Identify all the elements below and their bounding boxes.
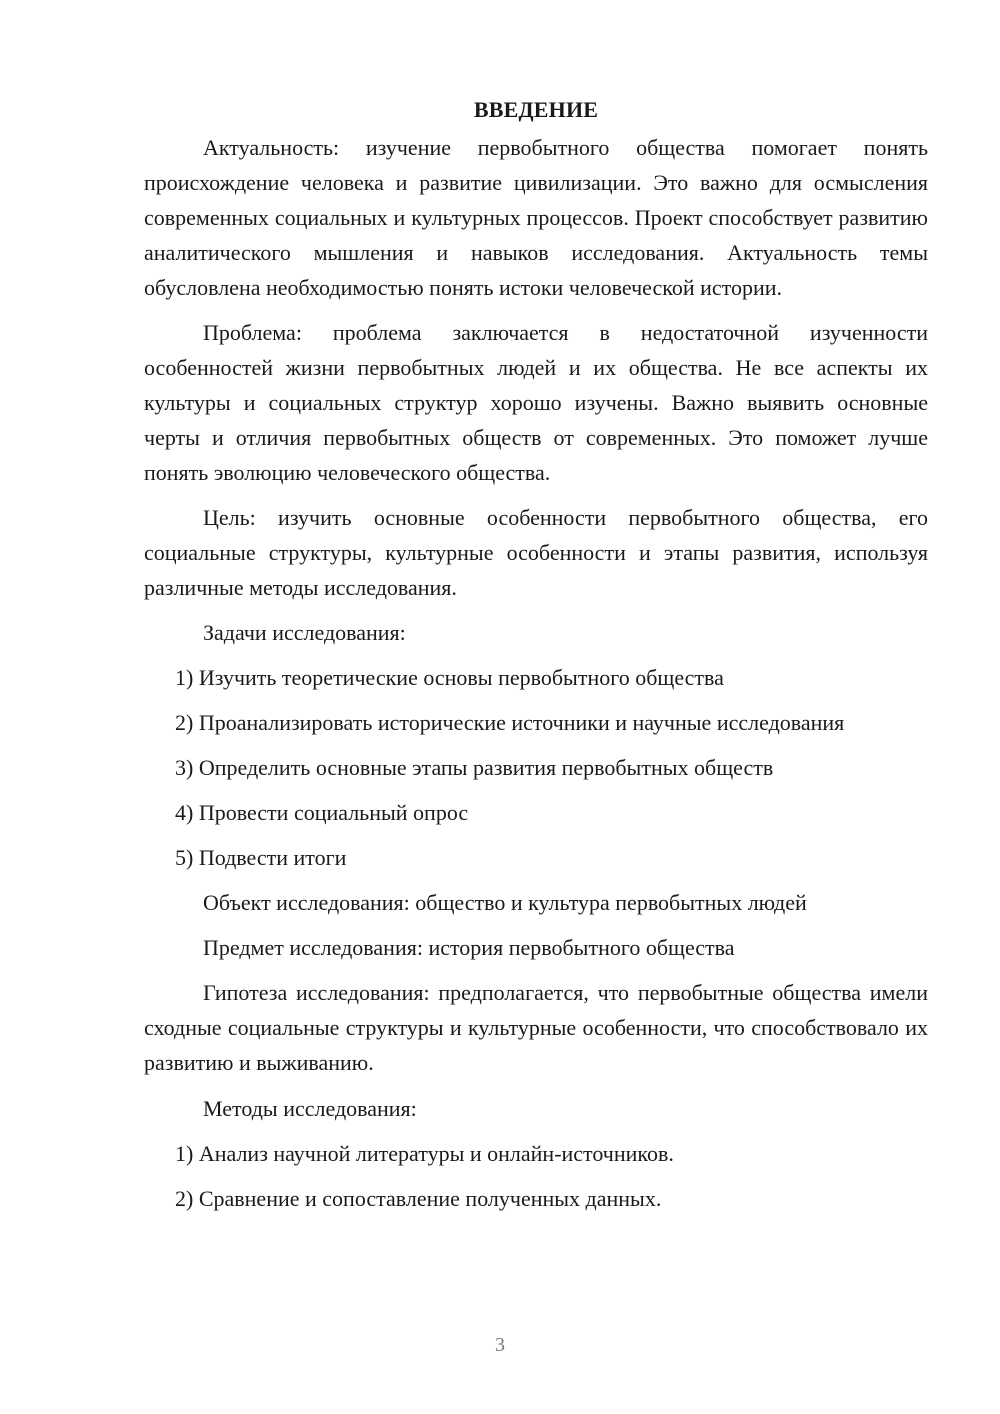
method-item-1: 1) Анализ научной литературы и онлайн-источников. <box>175 1141 674 1166</box>
paragraph-goal: Цель: изучить основные особенности первобытного общества, его социальные структуры, культурные особенности и этапы развития, используя различные методы исследования. <box>144 505 928 600</box>
paragraph-relevance: Актуальность: изучение первобытного общества помогает понять происхождение человека и развитие цивилизации. Это важно для осмысления современных социальных и культурных процессов. Проект способствует развитию аналитического мышления и навыков исследования. Актуальность темы обусловлена необходимостью понять истоки человеческой истории. <box>144 135 928 300</box>
document-page <box>144 92 928 1216</box>
method-item-2: 2) Сравнение и сопоставление полученных данных. <box>175 1186 662 1211</box>
methods-heading: Методы исследования: <box>203 1096 417 1121</box>
task-item-4: 4) Провести социальный опрос <box>175 800 469 825</box>
page-number: 3 <box>495 1334 505 1356</box>
task-item-3: 3) Определить основные этапы развития первобытных обществ <box>175 755 774 780</box>
research-subject: Предмет исследования: история первобытного общества <box>203 935 735 960</box>
task-item-2: 2) Проанализировать исторические источники и научные исследования <box>175 710 845 735</box>
tasks-heading: Задачи исследования: <box>203 620 406 645</box>
paragraph-problem: Проблема: проблема заключается в недостаточной изученности особенностей жизни первобытных людей и их общества. Не все аспекты их культуры и социальных структур хорошо изучены. Важно выявить основные черты и отличия первобытных обществ от современных. Это поможет лучше понять эволюцию человеческого общества. <box>144 320 928 485</box>
task-item-5: 5) Подвести итоги <box>175 845 347 870</box>
task-item-1: 1) Изучить теоретические основы первобытного общества <box>175 665 724 690</box>
research-object: Объект исследования: общество и культура первобытных людей <box>203 890 807 915</box>
research-hypothesis: Гипотеза исследования: предполагается, что первобытные общества имели сходные социальные структуры и культурные особенности, что способствовало их развитию и выживанию. <box>144 980 928 1075</box>
section-title: ВВЕДЕНИЕ <box>473 97 599 122</box>
